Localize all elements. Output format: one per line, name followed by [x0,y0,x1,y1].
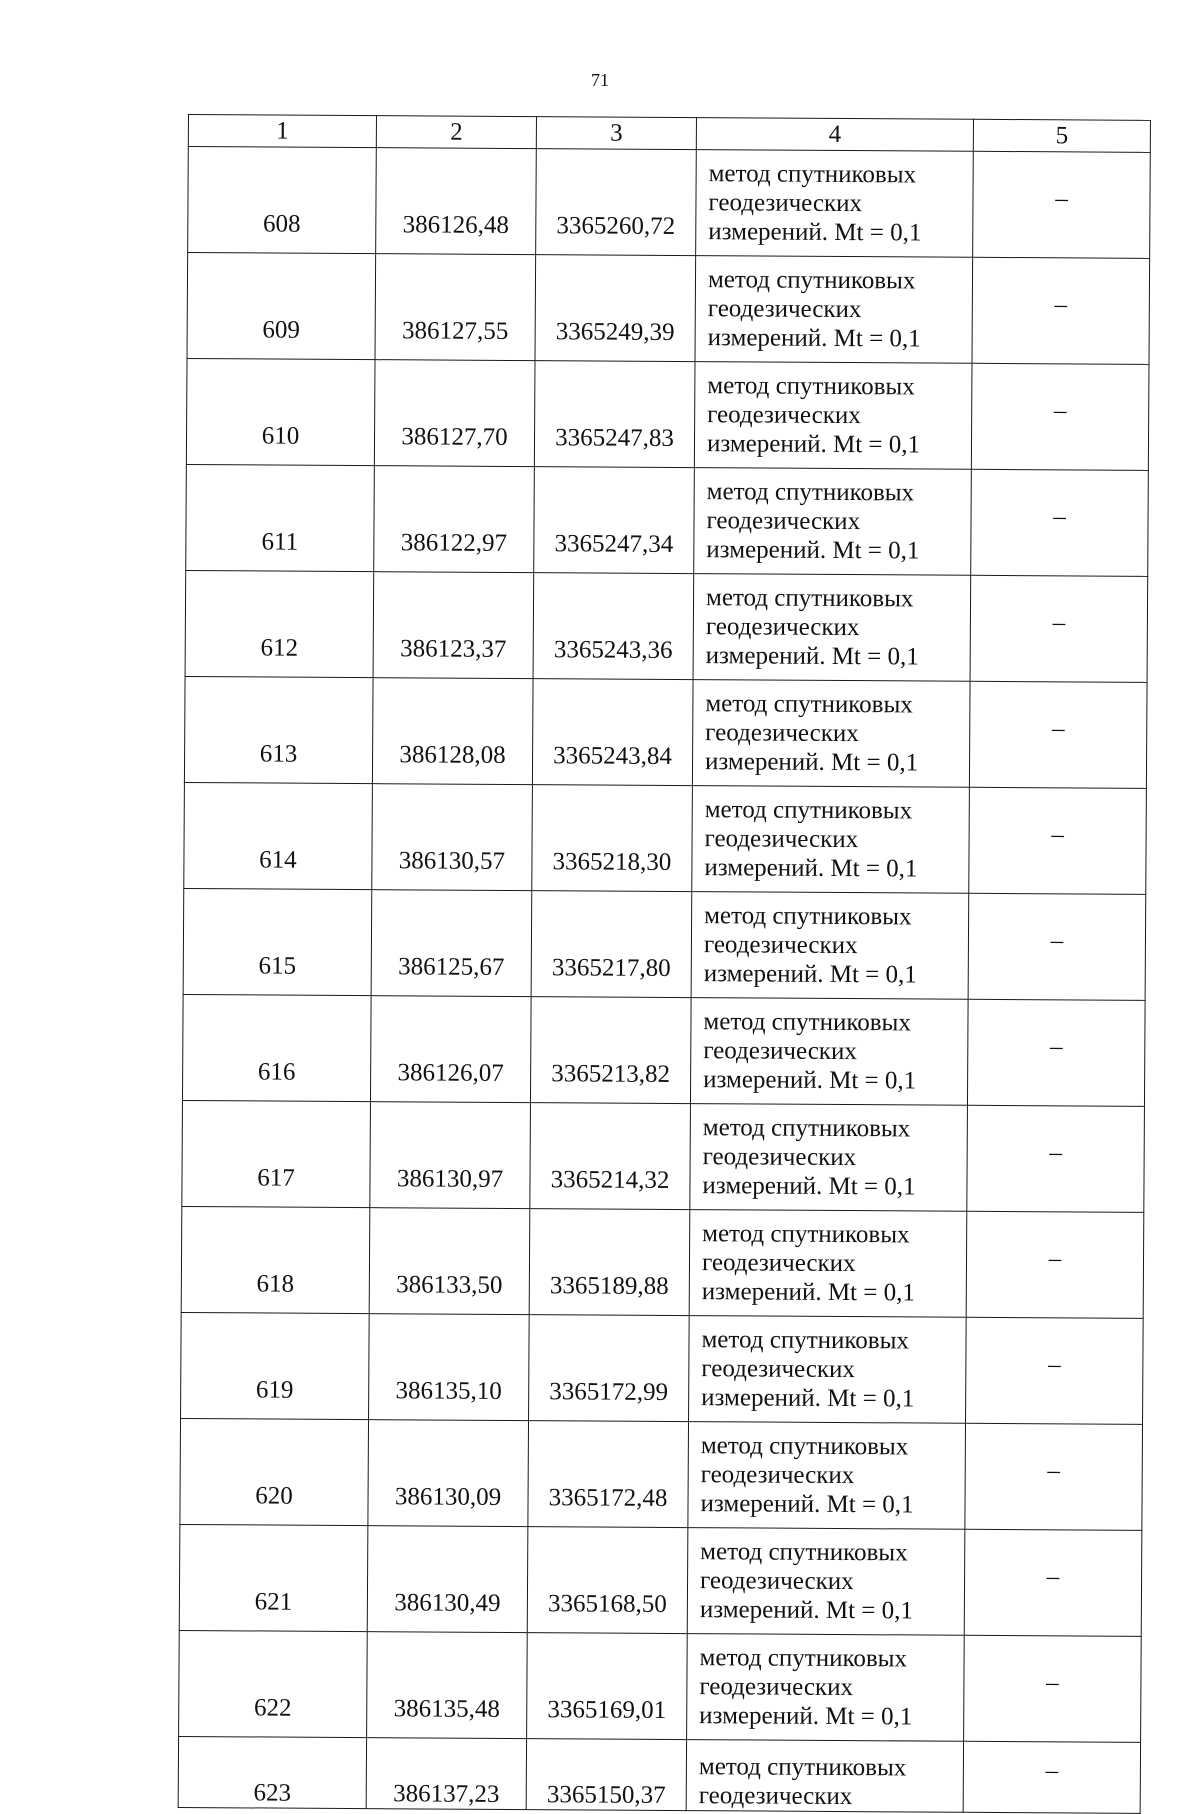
note-cell: – [970,575,1148,682]
method-line: измерений. Mt = 0,1 [700,1490,914,1519]
x-coordinate-cell: 386130,57 [372,784,533,891]
method-line: измерений. Mt = 0,1 [703,960,917,989]
method-line: метод спутниковых [700,1432,909,1461]
table-body [178,147,1150,1814]
point-number-cell: 623 [178,1736,366,1808]
method-line: метод спутниковых [700,1538,908,1567]
method-line: геодезических [706,507,861,536]
y-coordinate-cell: 3365249,39 [535,255,696,362]
table-row [179,1524,1142,1636]
point-number-cell: 608 [188,147,377,254]
point-number-cell: 612 [185,570,374,677]
y-coordinate-cell: 3365213,82 [530,997,691,1104]
point-number-cell: 613 [184,676,373,783]
method-line: измерений. Mt = 0,1 [705,642,919,671]
table-row [184,676,1147,788]
method-line: метод спутниковых [701,1326,910,1355]
y-coordinate-cell: 3365243,36 [533,573,694,680]
method-cell [693,574,971,682]
coordinates-table [178,114,1151,1814]
table-row [188,147,1151,259]
method-line: измерений. Mt = 0,1 [701,1384,915,1413]
y-coordinate-cell: 3365260,72 [536,149,697,256]
x-coordinate-cell: 386128,08 [372,678,533,785]
method-line: геодезических [705,613,860,642]
method-line: геодезических [701,1249,856,1278]
y-coordinate-cell: 3365217,80 [531,891,692,998]
note-cell: – [964,1529,1142,1636]
method-cell [690,1104,968,1212]
x-coordinate-cell: 386130,49 [367,1526,528,1633]
note-cell: – [967,1105,1145,1212]
note-cell: – [965,1423,1143,1530]
note-cell: – [966,1317,1144,1424]
method-line: метод спутниковых [703,1008,911,1037]
method-line: метод спутниковых [708,160,917,189]
column-header-3: 3 [536,117,696,150]
method-line: геодезических [705,719,859,748]
point-number-cell: 610 [186,358,375,465]
x-coordinate-cell: 386127,70 [374,360,535,467]
method-line: измерений. Mt = 0,1 [708,218,922,247]
x-coordinate-cell: 386127,55 [375,254,536,361]
note-cell: – [963,1741,1140,1813]
method-line: измерений. Mt = 0,1 [701,1278,915,1307]
method-line: метод спутниковых [704,796,913,825]
point-number-cell: 618 [181,1206,370,1313]
point-number-cell: 611 [186,464,375,571]
y-coordinate-cell: 3365150,37 [526,1739,686,1811]
point-number-cell: 621 [179,1524,368,1631]
method-line: измерений. Mt = 0,1 [704,748,919,777]
method-line: геодезических [700,1461,855,1490]
method-cell [694,362,972,470]
table-row [186,358,1149,470]
method-line: геодезических [704,825,859,854]
method-line: геодезических [702,1143,857,1172]
method-cell [686,1740,963,1813]
y-coordinate-cell: 3365189,88 [529,1209,690,1316]
method-line: измерений. Mt = 0,1 [699,1702,913,1731]
x-coordinate-cell: 386133,50 [369,1208,530,1315]
column-header-4: 4 [696,118,973,152]
method-line: геодезических [701,1355,856,1384]
point-number-cell: 620 [180,1418,369,1525]
table-row [181,1206,1144,1318]
method-line: геодезических [699,1673,854,1702]
method-line: геодезических [703,931,858,960]
point-number-cell: 614 [184,782,373,889]
y-coordinate-cell: 3365247,83 [534,361,695,468]
point-number-cell: 616 [182,994,371,1101]
method-cell [689,1210,967,1318]
x-coordinate-cell: 386135,48 [367,1632,528,1739]
method-line: метод спутниковых [707,266,916,295]
page-number: 71 [591,70,609,90]
note-cell: – [969,681,1147,788]
table-row [181,1312,1144,1424]
x-coordinate-cell: 386137,23 [366,1738,526,1810]
method-cell [689,1316,967,1424]
x-coordinate-cell: 386123,37 [373,572,534,679]
x-coordinate-cell: 386125,67 [371,890,532,997]
note-cell: – [972,257,1150,364]
y-coordinate-cell: 3365243,84 [532,679,693,786]
table-row [186,464,1149,576]
method-line: измерений. Mt = 0,1 [702,1172,916,1201]
point-number-cell: 619 [181,1312,370,1419]
note-cell: – [969,787,1147,894]
method-line: метод спутниковых [702,1220,910,1249]
method-line: измерений. Mt = 0,1 [704,854,918,883]
method-line: измерений. Mt = 0,1 [706,536,920,565]
y-coordinate-cell: 3365172,99 [529,1315,690,1422]
method-line: геодезических [707,401,861,430]
method-line: измерений. Mt = 0,1 [706,430,921,459]
note-cell: – [971,363,1149,470]
method-cell [687,1528,965,1636]
x-coordinate-cell: 386135,10 [369,1314,530,1421]
method-line: геодезических [699,1567,854,1596]
table-row [187,253,1150,365]
table-row [183,888,1146,1000]
y-coordinate-cell: 3365214,32 [530,1103,691,1210]
method-line: измерений. Mt = 0,1 [707,324,921,353]
x-coordinate-cell: 386126,48 [376,148,537,255]
point-number-cell: 622 [179,1630,368,1737]
column-header-5: 5 [973,119,1150,152]
x-coordinate-cell: 386130,97 [370,1102,531,1209]
note-cell: – [966,1211,1144,1318]
column-header-2: 2 [376,116,536,149]
note-cell: – [971,469,1149,576]
method-line: измерений. Mt = 0,1 [703,1066,917,1095]
method-cell [691,892,969,1000]
method-cell [692,786,970,894]
point-number-cell: 615 [183,888,372,995]
y-coordinate-cell: 3365218,30 [532,785,693,892]
note-cell: – [968,893,1146,1000]
note-cell: – [973,151,1151,258]
table-row [184,782,1147,894]
method-line: метод спутниковых [705,584,914,613]
method-line: геодезических [707,295,862,324]
point-number-cell: 617 [182,1100,371,1207]
y-coordinate-cell: 3365169,01 [527,1633,688,1740]
column-header-1: 1 [188,115,376,148]
point-number-cell: 609 [187,253,376,360]
method-line: метод спутниковых [705,690,913,719]
method-cell [695,256,973,364]
method-cell [694,468,972,576]
method-line: геодезических [698,1782,853,1811]
x-coordinate-cell: 386122,97 [374,466,535,573]
method-line: метод спутниковых [698,1753,907,1782]
method-line: измерений. Mt = 0,1 [699,1596,914,1625]
method-line: метод спутниковых [699,1644,908,1673]
method-cell [688,1422,966,1530]
method-line: метод спутниковых [704,902,912,931]
method-line: метод спутниковых [702,1114,911,1143]
table-row [180,1418,1143,1530]
table-row [185,570,1148,682]
x-coordinate-cell: 386126,07 [370,996,531,1103]
method-cell [690,998,968,1106]
note-cell: – [967,999,1145,1106]
method-cell [696,150,974,258]
table-row [182,1100,1145,1212]
method-line: метод спутниковых [707,372,915,401]
method-line: геодезических [703,1037,857,1066]
method-line: геодезических [708,189,863,218]
note-cell: – [964,1635,1142,1742]
method-cell [692,680,970,788]
table-row [179,1630,1142,1742]
y-coordinate-cell: 3365172,48 [528,1421,689,1528]
table-row [182,994,1145,1106]
method-line: метод спутниковых [706,478,915,507]
method-cell [687,1634,965,1742]
table-row [178,1736,1140,1813]
y-coordinate-cell: 3365247,34 [534,467,695,574]
y-coordinate-cell: 3365168,50 [527,1527,688,1634]
x-coordinate-cell: 386130,09 [368,1420,529,1527]
